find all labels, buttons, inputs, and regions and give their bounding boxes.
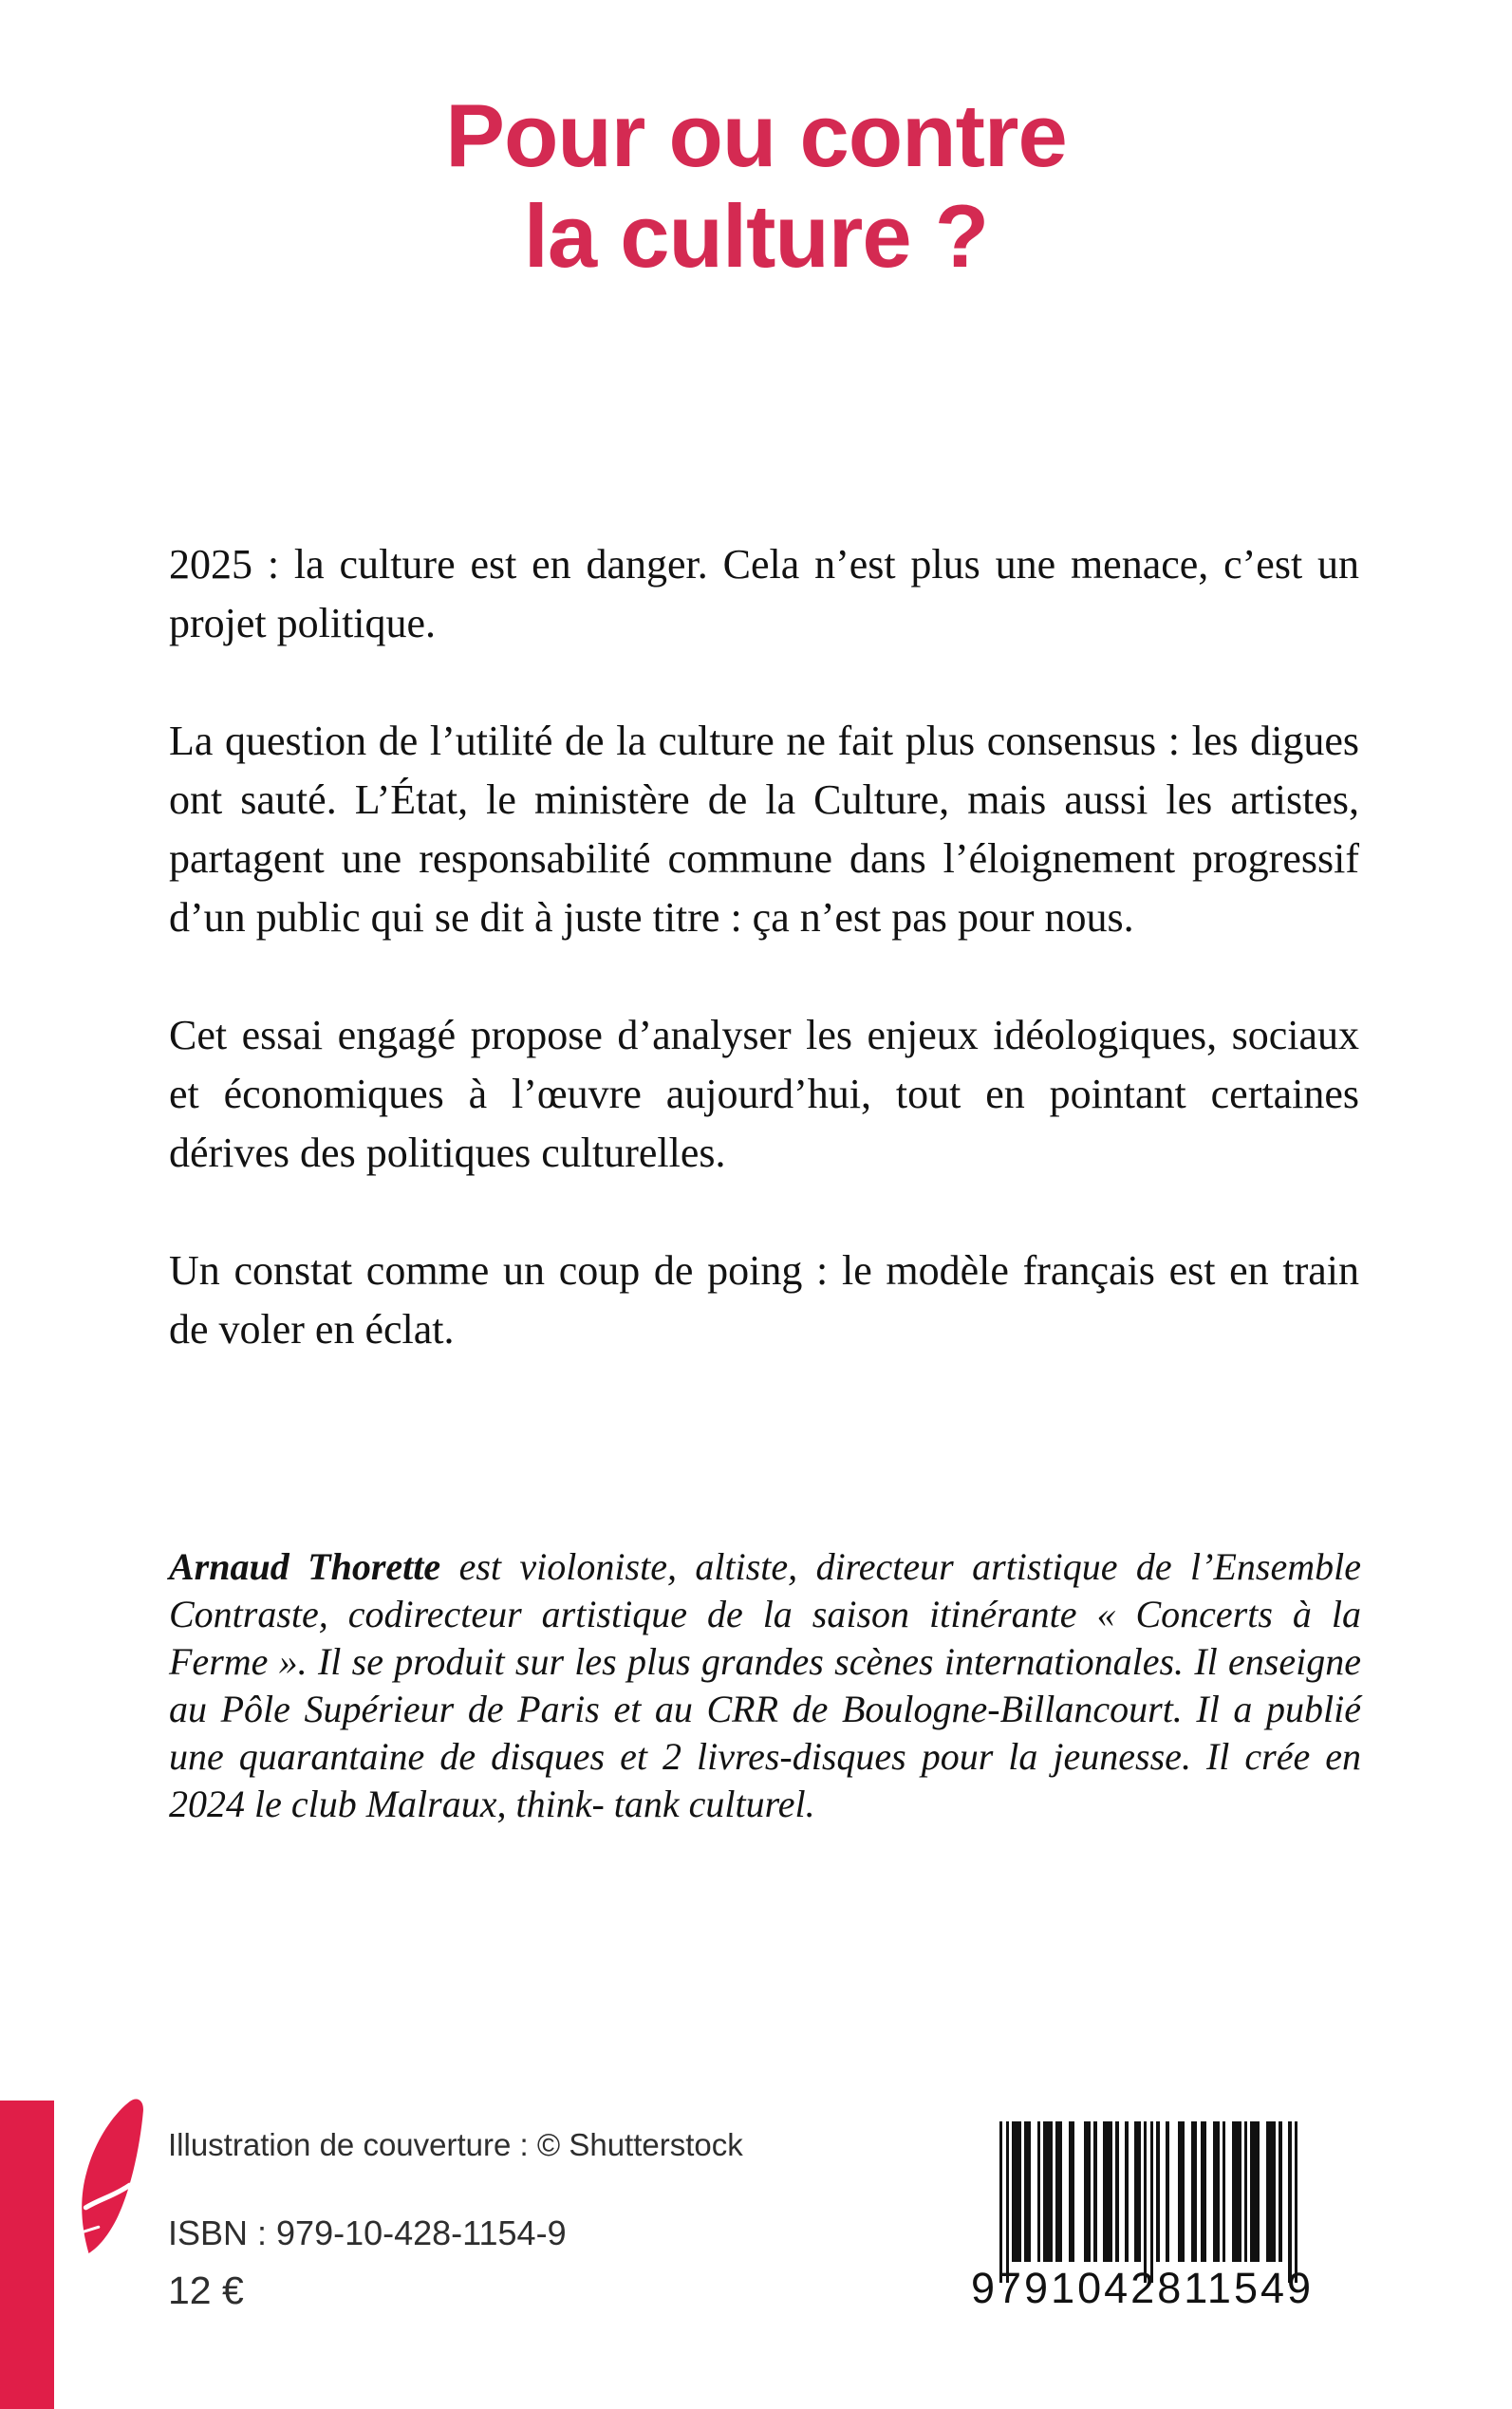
feather-icon [72, 2098, 146, 2255]
barcode-bars [999, 2121, 1297, 2285]
publisher-brand-bar [0, 2101, 54, 2409]
barcode-left-digits: 791042 [998, 2264, 1158, 2312]
author-name: Arnaud Thorette [169, 1545, 441, 1588]
book-title-line1: Pour ou contre [445, 85, 1067, 185]
synopsis-paragraph: Un constat comme un coup de poing : le modèle français est en train de voler en éclat. [169, 1247, 1359, 1353]
cover-credit: Illustration de couverture : © Shutterstock [168, 2127, 743, 2162]
barcode-number [971, 2264, 1315, 2313]
synopsis-paragraph: Cet essai engagé propose d’analyser les enjeux idéologiques, sociaux et économiques à l’œuvre aujourd’hui, tout en pointant certaines dérives des politiques culturelles. [169, 1012, 1359, 1176]
barcode [971, 2121, 1315, 2312]
barcode-right-digits: 811549 [1157, 2264, 1315, 2312]
author-bio [169, 1543, 1361, 1828]
synopsis [169, 535, 1359, 1418]
synopsis-paragraph: 2025 : la culture est en danger. Cela n’est plus une menace, c’est un projet politique. [169, 541, 1359, 646]
barcode-prefix-digit: 9 [971, 2264, 999, 2312]
synopsis-paragraph: La question de l’utilité de la culture ne fait plus consensus : les digues ont sauté. L’État, le ministère de la Culture, mais aussi les artistes, partagent une responsabilité commune dans l’éloignement progressif d’un public qui se dit à juste titre : ça n’est pas pour nous. [169, 718, 1359, 941]
book-title-line2: la culture ? [523, 186, 989, 286]
price: 12 € [168, 2269, 244, 2312]
footer-credits [168, 2126, 743, 2312]
isbn: ISBN : 979-10-428-1154-9 [168, 2213, 567, 2252]
book-title [0, 85, 1512, 287]
author-bio-text: est violoniste, altiste, directeur artistique de l’Ensemble Contraste, codirecteur artistique de la saison itinérante « Concerts à la Ferme ». Il se produit sur les plus grandes scènes internationales. Il enseigne au Pôle Supérieur de Paris et au CRR de Boulogne-Billancourt. Il a publié une quarantaine de disques et 2 livres-disques pour la jeunesse. Il crée en 2024 le club Malraux, think- tank culturel. [169, 1545, 1361, 1825]
